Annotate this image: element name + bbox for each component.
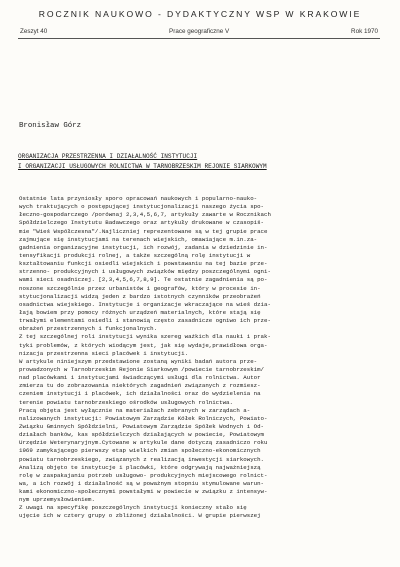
publication-year: Rok 1970 [351,28,378,35]
body-line: zajmujące się instytucjami na terenach wiejskich, omawiające m.in.za- [19,235,258,243]
article-title-line: I ORGANIZACJI USŁUGOWYCH ROLNICTWA W TARNOBRZESKIM REJONIE SIARKOWYM [18,163,267,170]
body-line: obrażeń przestrzennych i funkcjonalnych. [19,325,158,333]
body-line: Ostatnie lata przyniosły sporo opracowań naukowych i popularno-nauko- [19,195,258,202]
journal-meta [20,28,378,35]
body-line: nad placówkami i instytucjami świadczącymi usługi dla rolnictwa. Autor [19,374,261,382]
body-line: terenie powiatu tarnobrzeskiego ośrodków usługowych rolnictwa. [19,398,233,406]
body-line: powiatu tarnobrzeskiego, związanych z realizacją inwestycji siarkowych. [19,455,264,463]
body-line: łają bowiem przy pomocy różnych urządzeń materialnych, które stają się [19,308,261,316]
body-line: wych traktujących o postępującej instytucjonalizacji naszego życia spo- [19,203,264,211]
issue-number: Zeszyt 40 [20,28,48,35]
body-line: osadnictwa wiejskiego. Instytucje i organizacje wkraczające na wieś dzia- [19,300,271,308]
body-line: wami sieci osadniczej. [2,3,4,5,6,7,8,9]. Te ostatnie zagadnienia są po- [19,276,268,284]
article-title-line: ORGANIZACJA PRZESTRZENNA I DZIAŁALNOŚĆ INSTYTUCJI [18,153,198,160]
body-line: nym uprzemysłowieniem. [19,496,95,504]
journal-title: ROCZNIK NAUKOWO - DYDAKTYCZNY WSP W KRAKOWIE [38,9,362,19]
body-line: działach banków, kas spółdzielczych działających w powiecie, Powiatowym [19,431,264,439]
body-line: Związku Gminnych Spółdzielni, Powiatowym Zarządzie Spółek Wodnych i Od- [19,422,264,430]
body-line: kształtowaniu funkcji osiedli wiejskich i powstawaniu na tej bazie prze- [19,260,268,268]
body-line: Z tej szczególnej roli instytucji wynika szereg ważkich dla nauki i prak- [19,333,271,341]
body-line: 1969 zamykającego pierwszy etap wielkich zmian społeczno-ekonomicznych [19,447,261,455]
body-line: stytucjonalizacji widzą jeden z bardzo istotnych czynników przeobrażeń [19,292,261,300]
body-line: tyki problemów, z których wiodącym jest, jak się wydaje,prawidłowa orga- [19,341,268,349]
body-line: czeniem instytucji i placówek, ich działalności oraz do wydzielenia na [19,390,261,398]
body-line: rolę w zaspakajaniu potrzeb usługowo- produkcyjnych miejscowego rolnict- [19,471,268,479]
article-title [18,153,384,173]
body-line: Spółdzielczego Instytutu Badawczego oraz artykuły drukowane w czasopiś- [19,219,264,227]
article-body [19,195,383,521]
body-line: Z uwagi na specyfikę poszczególnych instytucji konieczny stało się [19,504,247,512]
author-name: Bronisław Górz [19,122,82,130]
body-line: trwałymi elementami osiedli i stanowią często zasadnicze ogniwo ich prze- [19,317,271,325]
body-line: ujęcie ich w cztery grupy o zbliżonej działalności. W grupie pierwszej [19,512,261,520]
body-line: gadnienia organizacyjne instytucji, ich rozwój, zadania w dziedzinie in- [19,243,268,251]
body-line: mie "Wieś Współczesna"/.Najliczniej reprezentowane są w tej grupie prace [19,227,268,235]
body-line: kami ekonomiczno-społecznymi powstałymi w powiecie w związku z intensyw- [19,488,268,496]
body-line: noszone szczególnie przez urbanistów i geografów, który w procesie in- [19,284,261,292]
header-rule [18,38,380,39]
body-line: tensyfikacji produkcji rolnej, a także szczególną rolę instytucji w [19,251,251,259]
body-line: wa, a ich rozwój i działalność są w poważnym stopniu stymulowane warun- [19,479,264,487]
body-line: nizacja przestrzenna sieci placówek i instytucji. [19,349,189,357]
body-line: strzenno- produkcyjnych i usługowych związków między poszczególnymi ogni- [19,268,271,276]
series-name: Prace geograficzne V [169,28,230,35]
body-line: nalizowanych instytucji: Powiatowym Zarządzie Kółek Rolniczych, Powiato- [19,414,268,422]
body-line: zmierza tu do zobrazowania niektórych zagadnień związanych z rozmiesz- [19,382,261,390]
body-line: Analizą objęto te instytucje i placówki, które odgrywają najważniejszą [19,463,261,471]
body-line: W artykule niniejszym przedstawione zostaną wyniki badań autora prze- [19,357,258,365]
body-line: łeczno-gospodarczego /porównaj 2,3,4,5,6,7, artykuły zawarte w Rocznikach [19,211,271,219]
body-line: prowadzonych w Tarnobrzeskim Rejonie Siarkowym /powiecie tarnobrzeskim/ [19,365,264,373]
body-line: Pracą objęta jest wyłącznie na materiałach zebranych w zarządach a- [19,406,251,414]
body-line: Urzędzie Weterynaryjnym.Cytowane w artykule dane dotyczą zasadniczo roku [19,439,268,447]
